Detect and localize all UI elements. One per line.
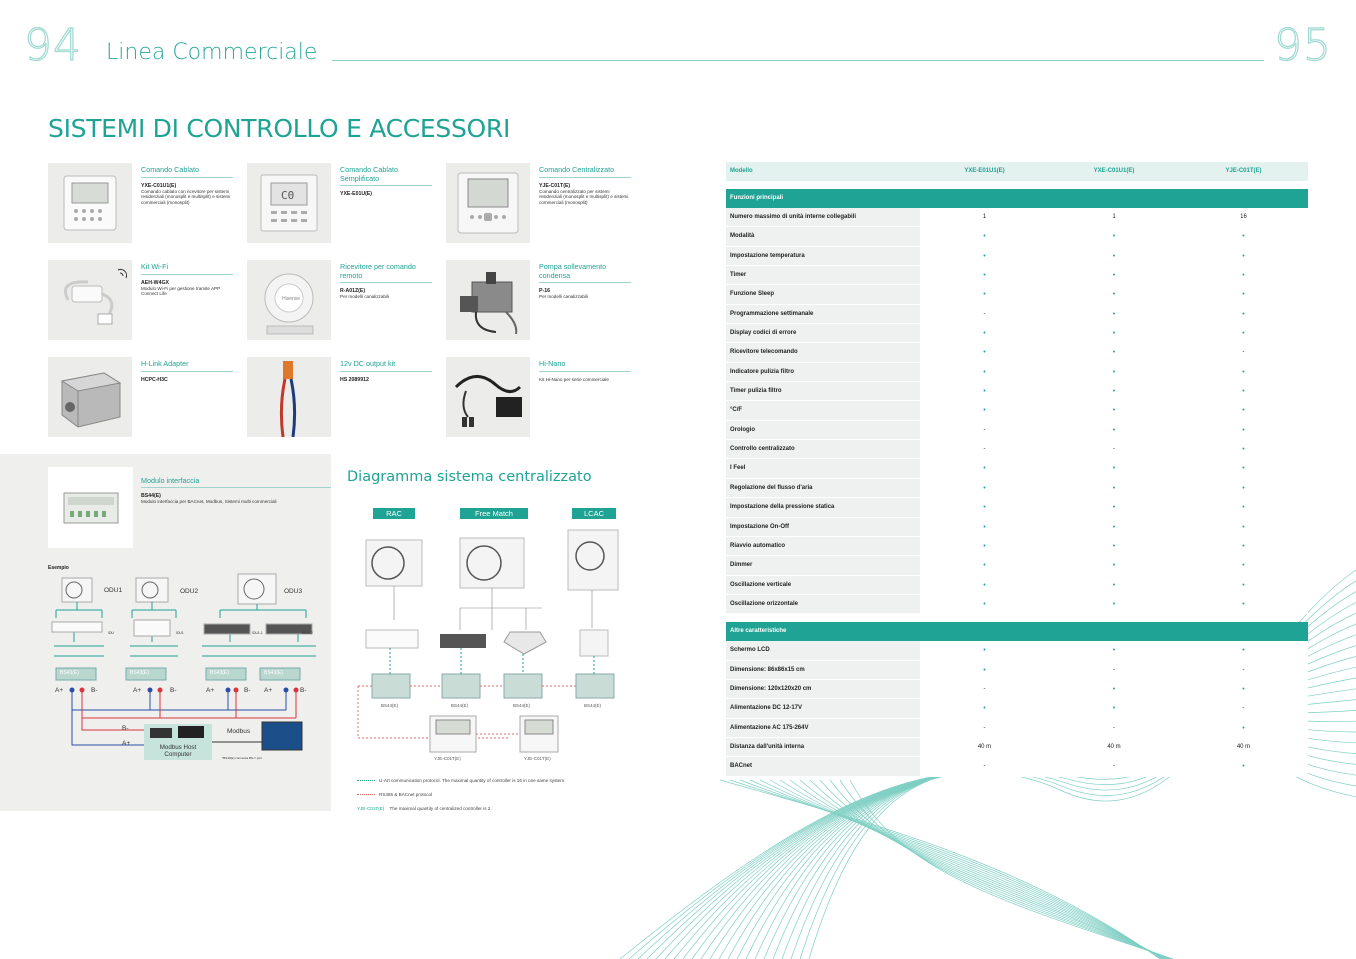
row-value: • xyxy=(1179,421,1308,439)
row-value: • xyxy=(1179,382,1308,400)
row-value: 1 xyxy=(1049,208,1179,226)
accessory-card xyxy=(247,163,437,245)
row-label: Programmazione settimanale xyxy=(726,305,920,323)
gateway-label: BS43(E) xyxy=(264,670,283,676)
row-value: • xyxy=(1049,699,1179,717)
accessory-title: Ricevitore per comando remoto xyxy=(340,263,432,283)
row-value: - xyxy=(920,719,1049,737)
row-value: • xyxy=(920,498,1049,516)
table-row xyxy=(726,757,1308,776)
row-value: • xyxy=(1049,518,1179,536)
row-value: • xyxy=(1179,498,1308,516)
row-value: • xyxy=(1179,518,1308,536)
accessory-description: Per modelli canalizzabili xyxy=(340,294,390,300)
row-value: • xyxy=(920,537,1049,555)
row-label: Controllo centralizzato xyxy=(726,440,920,458)
row-value: - xyxy=(1049,440,1179,458)
table-row xyxy=(726,208,1308,227)
row-value: - xyxy=(1049,719,1179,737)
accessory-code: HS 2089912 xyxy=(340,376,369,383)
accessory-title: Hi-Nano xyxy=(539,360,631,372)
table-row xyxy=(726,401,1308,420)
idu-label: IDU xyxy=(108,631,114,635)
accessory-code: AEH-W4GX xyxy=(141,279,169,286)
accessory-card xyxy=(48,260,238,342)
row-value: • xyxy=(920,285,1049,303)
row-value: • xyxy=(920,699,1049,717)
table-row xyxy=(726,459,1308,478)
accessory-description: Comando cablato con ricevitore per sistemi residenziali (monosplit e multisplit) e sistemi commerciali (monosplit) xyxy=(141,188,231,205)
table-header-cell: YXE-E01U1(E) xyxy=(964,168,1005,174)
row-label: Impostazione On-Off xyxy=(726,518,920,536)
table-row xyxy=(726,324,1308,343)
accessory-code: YXE-C01U1(E) xyxy=(141,182,177,189)
row-value: • xyxy=(1179,305,1308,323)
row-value: • xyxy=(1179,247,1308,265)
row-value: - xyxy=(1049,661,1179,679)
accessory-description: Kit Hi-Nano per serie commerciale xyxy=(539,376,609,382)
table-row xyxy=(726,227,1308,246)
page-number-left: 94 xyxy=(24,20,82,71)
remote-receiver-image xyxy=(247,260,331,340)
row-value: - xyxy=(1179,699,1308,717)
hlink-adapter-image xyxy=(48,357,132,437)
centralized-diagram xyxy=(350,520,630,765)
gateway-label: BS43(E) xyxy=(210,670,229,676)
row-value: • xyxy=(1049,556,1179,574)
svg-text:Hisense: Hisense xyxy=(282,296,301,302)
table-section-header: Funzioni principali xyxy=(726,189,1308,208)
table-row xyxy=(726,343,1308,362)
table-row xyxy=(726,595,1308,614)
row-label: Numero massimo di unità interne collegabili xyxy=(726,208,920,226)
row-label: Alimentazione DC 12-17V xyxy=(726,699,920,717)
row-value: • xyxy=(920,401,1049,419)
row-value: • xyxy=(1049,595,1179,613)
module-label: BS44(E) xyxy=(584,703,602,708)
table-row xyxy=(726,285,1308,304)
row-value: - xyxy=(920,680,1049,698)
table-row xyxy=(726,537,1308,556)
row-label: Orologio xyxy=(726,421,920,439)
row-value: • xyxy=(1049,421,1179,439)
legend-item xyxy=(357,792,432,797)
row-label: Impostazione della pressione statica xyxy=(726,498,920,516)
row-value: - xyxy=(920,440,1049,458)
row-value: • xyxy=(1179,285,1308,303)
row-value: • xyxy=(1049,266,1179,284)
row-value: • xyxy=(920,227,1049,245)
row-value: • xyxy=(1049,343,1179,361)
gateway-note: *BS43(E) connessa BS-Y port xyxy=(222,756,262,760)
legend-text: The maximal quantity of centralized controller is 2. xyxy=(389,806,492,811)
row-label: Impostazione temperatura xyxy=(726,247,920,265)
a-plus-host-label: A+ xyxy=(122,740,131,747)
hi-nano-image xyxy=(446,357,530,437)
row-value: • xyxy=(1179,459,1308,477)
row-value: • xyxy=(1179,576,1308,594)
row-value: • xyxy=(920,247,1049,265)
row-value: • xyxy=(1179,680,1308,698)
row-value: • xyxy=(920,556,1049,574)
row-label: Distanza dall'unità interna xyxy=(726,738,920,756)
accessory-description: Comando centralizzato per sistemi residenziali (monosplit e multisplit) e sistemi commerciali (monosplit) xyxy=(539,188,629,205)
b-minus-host-label: B- xyxy=(122,725,129,732)
odu1-label: ODU1 xyxy=(104,587,123,594)
row-label: BACnet xyxy=(726,757,920,775)
table-row xyxy=(726,680,1308,699)
section-title: Linea Commerciale xyxy=(106,40,318,65)
row-value: • xyxy=(1179,401,1308,419)
modbus-label: Modbus xyxy=(227,728,251,735)
green-dotted-line-icon xyxy=(357,780,375,781)
table-row xyxy=(726,556,1308,575)
row-value: • xyxy=(1179,479,1308,497)
a-plus-label: A+ xyxy=(133,687,142,694)
accessory-card xyxy=(48,163,238,245)
accessory-title: Comando Cablato Semplificato xyxy=(340,166,432,186)
accessory-title: H-Link Adapter xyxy=(141,360,233,372)
spec-table xyxy=(726,162,1308,777)
table-header-cell: YJE-C01T(E) xyxy=(1225,168,1262,174)
accessory-card xyxy=(247,357,437,439)
interface-module-title: Modulo interfaccia xyxy=(141,476,331,488)
row-label: Alimentazione AC 175-264V xyxy=(726,719,920,737)
row-label: °C/F xyxy=(726,401,920,419)
idu1-label: IDU1 xyxy=(176,631,184,635)
row-value: • xyxy=(920,661,1049,679)
legend-text: U-Art communication protocol. The maximal quantity of controller is 16 in one same system. xyxy=(379,778,566,783)
accessory-title: Comando Centralizzato xyxy=(539,166,631,178)
accessory-title: Comando Cablato xyxy=(141,166,233,178)
table-row xyxy=(726,576,1308,595)
accessory-description: Modulo Wi-Fi per gestione tramite APP Connect Life xyxy=(141,285,221,297)
table-section-header: Altre caratteristiche xyxy=(726,622,1308,641)
row-value: 40 m xyxy=(1179,738,1308,756)
row-value: • xyxy=(1049,641,1179,659)
row-label: Indicatore pulizia filtro xyxy=(726,363,920,381)
row-value: • xyxy=(1179,227,1308,245)
row-value: • xyxy=(1049,247,1179,265)
row-value: • xyxy=(1049,363,1179,381)
row-value: • xyxy=(1179,641,1308,659)
row-value: • xyxy=(920,363,1049,381)
a-plus-label: A+ xyxy=(55,687,64,694)
table-row xyxy=(726,641,1308,660)
b-minus-label: B- xyxy=(244,687,251,694)
gateway-label: BS43(E) xyxy=(60,670,79,676)
row-label: Ricevitore telecomando xyxy=(726,343,920,361)
page-title: SISTEMI DI CONTROLLO E ACCESSORI xyxy=(48,114,511,143)
row-value: 1 xyxy=(920,208,1049,226)
svg-text:C0: C0 xyxy=(281,189,295,202)
module-label: BS44(E) xyxy=(513,703,531,708)
interface-module-image xyxy=(48,467,133,548)
row-value: • xyxy=(920,324,1049,342)
modbus-host-label: Modbus Host Computer xyxy=(159,744,197,758)
row-label: Modalità xyxy=(726,227,920,245)
row-value: - xyxy=(920,757,1049,775)
legend-item xyxy=(357,778,565,783)
central-controller-image xyxy=(446,163,530,243)
page-number-right: 95 xyxy=(1274,20,1332,71)
row-value: • xyxy=(920,343,1049,361)
row-value: • xyxy=(1179,556,1308,574)
b-minus-label: B- xyxy=(170,687,177,694)
accessory-card xyxy=(48,357,238,439)
row-value: • xyxy=(1179,363,1308,381)
row-label: Dimmer xyxy=(726,556,920,574)
row-value: 16 xyxy=(1179,208,1308,226)
a-plus-label: A+ xyxy=(264,687,273,694)
row-label: Display codici di errore xyxy=(726,324,920,342)
row-value: 40 m xyxy=(920,738,1049,756)
accessory-code: R-A01Z(E) xyxy=(340,288,366,295)
accessory-title: Pompa sollevamento condensa xyxy=(539,263,631,283)
a-plus-label: A+ xyxy=(206,687,215,694)
accessory-card xyxy=(446,163,636,245)
interface-module-code: BS44(E) xyxy=(141,493,161,499)
table-header-cell: YXE-C01U1(E) xyxy=(1093,168,1135,174)
tag-rac: RAC xyxy=(373,508,415,519)
accessory-title: 12v DC output kit xyxy=(340,360,432,372)
row-value: • xyxy=(920,518,1049,536)
accessory-code: YXE-E01U(E) xyxy=(340,191,372,198)
row-label: I Feel xyxy=(726,459,920,477)
condensate-pump-image xyxy=(446,260,530,340)
row-label: Timer xyxy=(726,266,920,284)
row-value: • xyxy=(1049,576,1179,594)
row-value: • xyxy=(1179,266,1308,284)
accessory-title: Kit Wi-Fi xyxy=(141,263,233,275)
module-label: BS44(E) xyxy=(451,703,469,708)
b-minus-label: B- xyxy=(300,687,307,694)
tag-lcac: LCAC xyxy=(572,508,616,519)
simplified-remote-image xyxy=(247,163,331,243)
table-row xyxy=(726,738,1308,757)
idu1-1-label: IDU1-1 xyxy=(252,631,263,635)
row-value: • xyxy=(1049,401,1179,419)
row-label: Dimensione: 120x120x20 cm xyxy=(726,680,920,698)
row-value: - xyxy=(1179,661,1308,679)
row-value: • xyxy=(1049,680,1179,698)
row-value: • xyxy=(1179,757,1308,775)
table-row xyxy=(726,479,1308,498)
row-value: - xyxy=(920,421,1049,439)
row-value: • xyxy=(1049,305,1179,323)
row-value: • xyxy=(1049,227,1179,245)
row-value: • xyxy=(920,595,1049,613)
dc-output-kit-image xyxy=(247,357,331,437)
row-value: • xyxy=(1179,440,1308,458)
table-row xyxy=(726,440,1308,459)
legend-symbol: YJE-C01T(E) xyxy=(357,806,385,812)
accessory-code: YJE-C01T(E) xyxy=(539,182,571,189)
table-row xyxy=(726,421,1308,440)
legend-text: RS485 & BACnet protocol xyxy=(379,792,433,797)
row-label: Regolazione del flusso d'aria xyxy=(726,479,920,497)
table-row xyxy=(726,266,1308,285)
module-label: BS44(E) xyxy=(381,703,399,708)
red-dotted-line-icon xyxy=(357,794,375,795)
table-header-row xyxy=(726,162,1308,182)
idu1-2-label: IDU1-2 xyxy=(302,631,313,635)
row-label: Riavvio automatico xyxy=(726,537,920,555)
row-value: • xyxy=(920,266,1049,284)
row-value: - xyxy=(1049,757,1179,775)
table-row xyxy=(726,363,1308,382)
example-label: Esempio xyxy=(48,565,69,571)
odu2-label: ODU2 xyxy=(180,588,199,595)
tag-free-match: Free Match xyxy=(460,508,528,519)
wifi-kit-image xyxy=(48,260,132,340)
table-row xyxy=(726,518,1308,537)
row-value: • xyxy=(1049,285,1179,303)
header-divider xyxy=(332,60,1264,61)
controller-label: YJE-C01T(E) xyxy=(524,756,551,761)
row-label: Oscillazione orizzontale xyxy=(726,595,920,613)
gateway-label: BS43(E) xyxy=(130,670,149,676)
row-value: • xyxy=(1179,595,1308,613)
row-value: • xyxy=(920,382,1049,400)
controller-label: YJE-C01T(E) xyxy=(434,756,461,761)
diagram-title: Diagramma sistema centralizzato xyxy=(347,469,592,485)
table-row xyxy=(726,699,1308,718)
legend-item xyxy=(357,806,492,811)
accessory-description: Per modelli canalizzabili xyxy=(539,294,589,300)
b-minus-label: B- xyxy=(91,687,98,694)
row-value: • xyxy=(920,576,1049,594)
row-value: • xyxy=(920,641,1049,659)
row-value: • xyxy=(1179,324,1308,342)
table-row xyxy=(726,719,1308,738)
row-label: Timer pulizia filtro xyxy=(726,382,920,400)
row-value: • xyxy=(1049,459,1179,477)
accessory-card xyxy=(247,260,437,342)
row-value: • xyxy=(1049,382,1179,400)
row-value: • xyxy=(920,479,1049,497)
row-value: - xyxy=(920,305,1049,323)
table-row xyxy=(726,247,1308,266)
row-label: Dimensione: 86x86x15 cm xyxy=(726,661,920,679)
row-value: • xyxy=(1179,537,1308,555)
table-row xyxy=(726,382,1308,401)
accessory-code: P-16 xyxy=(539,288,550,295)
odu3-label: ODU3 xyxy=(284,588,303,595)
accessory-card xyxy=(446,260,636,342)
wired-remote-image xyxy=(48,163,132,243)
row-value: • xyxy=(1049,324,1179,342)
table-header-cell: Modello xyxy=(730,168,753,174)
row-label: Oscillazione verticale xyxy=(726,576,920,594)
accessory-card xyxy=(446,357,636,439)
row-value: • xyxy=(1049,537,1179,555)
row-value: • xyxy=(1049,479,1179,497)
row-label: Schermo LCD xyxy=(726,641,920,659)
row-value: • xyxy=(1179,719,1308,737)
row-value: - xyxy=(1179,343,1308,361)
accessory-code: HCPC-H3C xyxy=(141,376,168,383)
row-label: Funzione Sleep xyxy=(726,285,920,303)
table-row xyxy=(726,661,1308,680)
interface-module-description: Modulo interfaccia per BACnet, Modbus, Sistemi multi commerciali xyxy=(141,499,277,504)
row-value: • xyxy=(1049,498,1179,516)
row-value: • xyxy=(920,459,1049,477)
table-row xyxy=(726,498,1308,517)
row-value: 40 m xyxy=(1049,738,1179,756)
table-row xyxy=(726,305,1308,324)
